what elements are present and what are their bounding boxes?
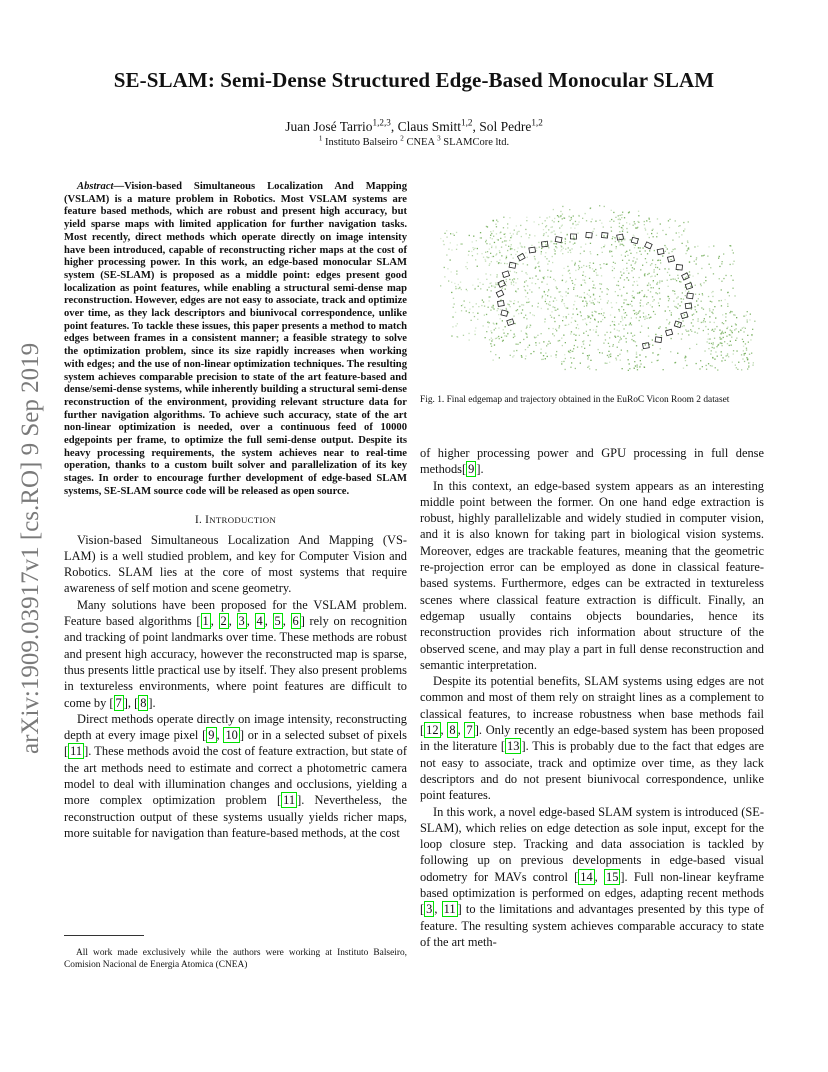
paragraph-text: of higher processing power and GPU processing in full dense methods[ [420, 446, 764, 477]
paragraph-text: Despite its potential benefits, SLAM systems using edges are not common and most of them rely on straight lines as a complement to classical features, to increase robustness when base methods fail [ [420, 674, 764, 738]
affiliation-marker: 1 [318, 134, 323, 143]
paragraph-text: ]. These methods avoid the cost of feature extraction, but state of the art methods need to estimate and correct a photometric camera model to deal with illumination changes and occlusions, yielding a more complex optimization problem [ [64, 744, 407, 808]
footnote: All work made exclusively while the authors were working at Instituto Balseiro, Comision Nacional de Energia Atomica (CNEA) [64, 948, 407, 970]
body-paragraph [64, 597, 407, 711]
citation-link[interactable]: 11 [443, 902, 456, 917]
paragraph-text: , [434, 902, 442, 917]
body-paragraph [420, 445, 764, 478]
author-affiliation-marker: 1,2 [460, 117, 473, 128]
arxiv-identifier: arXiv:1909.03917v1 [cs.RO] 9 Sep 2019 [17, 342, 44, 754]
citation-link[interactable]: 1 [202, 614, 209, 629]
paragraph-text: ]. [148, 695, 156, 710]
footnote-rule [64, 935, 144, 936]
citation-link[interactable]: 4 [256, 614, 263, 629]
author-affiliation-marker: 1,2,3 [372, 117, 391, 128]
arxiv-sidebar [6, 292, 48, 762]
affiliation-name: CNEA [403, 137, 438, 148]
paragraph-text: ]. [476, 462, 484, 477]
citation-link[interactable]: 5 [274, 614, 281, 629]
author-list: Juan José Tarrio$^{1,2,3}$, Claus Smitt$^{1,2}$, Sol Pedre$^{1,2}$ [285, 117, 543, 134]
affiliation-marker: 2 [400, 134, 404, 143]
citation-link[interactable]: 8 [449, 723, 456, 738]
citation-link[interactable]: 14 [580, 869, 593, 884]
citation-link[interactable]: 3 [238, 614, 245, 629]
paragraph-text: Direct methods operate directly on image intensity, reconstructing depth at every image pixel [ [64, 711, 407, 743]
paragraph-text: ]. This is probably due to the fact that edges are not easy to associate, track and optimize over time, as they lack descriptors and do not present biunivocal correspondence, unlike point features. [420, 739, 764, 803]
paragraph-text: ]. Full non-linear keyframe based optimization is performed on edges, adapting recent methods [ [420, 869, 765, 917]
citation-link[interactable]: 7 [466, 723, 473, 738]
author-affiliation-marker: 1,2 [531, 117, 543, 128]
citation-link[interactable]: 12 [426, 723, 439, 738]
abstract-label: Abstract [77, 181, 114, 192]
affiliation-name: Instituto Balseiro [322, 137, 401, 148]
author-name: Sol Pedre [479, 119, 532, 134]
paragraph-text: Vision-based Simultaneous Localization And Mapping (VS-LAM) is a well studied problem, and key for Computer Vision and Robotics. SLAM lies at the core of most systems that require awareness of self motion and scene geometry. [64, 532, 407, 596]
figure-caption-text: Final edgemap and trajectory obtained in the EuRoC Vicon Room 2 dataset [444, 395, 730, 405]
paragraph-text: , [457, 723, 465, 738]
citation-link[interactable]: 9 [468, 462, 475, 477]
paragraph-text: , [440, 723, 448, 738]
paragraph-text: Many solutions have been proposed for the VSLAM problem. Feature based algorithms [ [64, 597, 407, 629]
author-name: Juan José Tarrio [285, 119, 373, 134]
paragraph-text: ]. Only recently an edge-based system has been proposed in the literature [ [420, 723, 764, 754]
citation-link[interactable]: 10 [225, 728, 238, 743]
citation-link[interactable]: 15 [606, 869, 619, 884]
abstract [64, 181, 407, 499]
body-paragraph [420, 804, 764, 951]
figure-caption-label: Fig. 1. [420, 395, 445, 405]
figure-1 [420, 190, 764, 386]
right-column [420, 190, 764, 950]
citation-link[interactable]: 8 [140, 695, 147, 710]
edgemap-plot [420, 190, 764, 386]
citation-link[interactable]: 7 [115, 695, 122, 710]
paragraph-text: , [282, 614, 291, 629]
section-heading-introduction: I. INTRODUCTION [194, 513, 277, 526]
paragraph-text: ]. Nevertheless, the reconstruction output of these systems usually yields richer maps, more suitable for navigation than feature-based methods, at the cost [64, 793, 407, 840]
paragraph-text: ] rely on recognition and tracking of point landmarks over time. These methods are robust and present high accuracy, however the reconstructed map is sparse, thus presents little practical use by itself. They also present problems in textureless environments, where point features are difficult to come by [ [64, 614, 408, 710]
abstract-text: —Vision-based Simultaneous Localization And Mapping (VSLAM) is a mature problem in Robotics. Most VSLAM systems are feature based methods, which are robust and present high accuracy, but yield sparse maps with limited application for further navigation tasks. Most recently, direct methods which operate directly on image intensity have been introduced, capable of reconstructing richer maps at the cost of higher processing power. In this work, an edge-based monocular SLAM system (SE-SLAM) is proposed as a middle point: edges present good localization as point features, while enabling a structural semi-dense map reconstruction. However, edges are not easy to associate, track and optimize over time, as they lack descriptors and biunivocal correspondence, unlike point features. To tackle these issues, this paper presents a method to match edges between frames in a consistent manner; a feasible strategy to solve the optimization problem, since its size rapidly increases when working with edges; and the use of non-linear optimization techniques. The resulting system achieves comparable precision to state of the art feature-based and dense/semi-dense systems, while inherently building a structural semi-dense reconstruction of the environment, providing relevant structure data for further navigation algorithms. To achieve such accuracy, state of the art non-linear optimization is needed, over a continuous feed of 10000 edgepoints per frame, to optimize the full semi-dense output. Despite its heavy processing requirements, the system achieves near to real-time operation, thanks to a custom built solver and parallelization of its key stages. In order to encourage further development of edge-based SLAM systems, SE-SLAM source code will be released as open source. [64, 181, 407, 497]
intro-right-paragraphs [420, 445, 764, 950]
body-paragraph [420, 478, 764, 674]
paper-title: SE-SLAM: Semi-Dense Structured Edge-Based Monocular SLAM [113, 68, 715, 92]
citation-link[interactable]: 2 [220, 614, 227, 629]
citation-link[interactable]: 11 [283, 793, 296, 808]
citation-link[interactable]: 11 [70, 744, 83, 759]
citation-link[interactable]: 6 [292, 614, 299, 629]
paragraph-text: , [246, 614, 255, 629]
body-paragraph [64, 532, 407, 597]
citation-link[interactable]: 13 [507, 739, 520, 754]
paragraph-text: , [228, 614, 237, 629]
citation-link[interactable]: 3 [426, 902, 433, 917]
paragraph-text: ], [ [123, 695, 139, 710]
affiliation-list [0, 134, 828, 148]
figure-caption [420, 394, 764, 406]
body-paragraph [420, 673, 764, 803]
paragraph-text: In this work, a novel edge-based SLAM system is introduced (SE-SLAM), which relies on edge detection as sole input, except for the loop closure step. Tracking and data association is tackled by following up on previous developments in edge-based visual odometry for MAVs control [ [420, 804, 764, 884]
paragraph-text: ] or in a selected subset of pixels [ [64, 728, 407, 759]
edge-point-cloud [440, 205, 756, 371]
affiliation-marker: 3 [437, 134, 441, 143]
left-column [64, 181, 407, 841]
paragraph-text: , [210, 614, 219, 629]
author-name: Claus Smitt [397, 119, 461, 134]
paragraph-text: , [594, 869, 604, 884]
paragraph-text: In this context, an edge-based system appears as an interesting middle point between the former. On one hand edge extraction is robust, highly parallelizable and widely studied in computer vision, and it is also known for taking part in biological vision systems. Moreover, edges are trackable features, meaning that the geometric re-projection error can be employed as done in classical feature-based systems. Furthermore, edges can be extracted in textureless scenes where classical feature extraction is difficult. Finally, an edgemap usually contains objects boundaries, hence its reconstruction provides rich information about structure of the observed scene, and may play a part in full dense reconstruction and semantic interpretation. [420, 478, 764, 672]
paragraph-text: , [216, 728, 224, 743]
paragraph-text: ] to the limitations and advantages presented by this type of feature. The resulting system achieves comparable accuracy to state of the art meth- [420, 902, 764, 949]
citation-link[interactable]: 9 [208, 728, 215, 743]
paragraph-text: , [264, 614, 273, 629]
intro-left-paragraphs [64, 532, 407, 842]
affiliation-name: SLAMCore ltd. [440, 137, 510, 148]
body-paragraph [64, 711, 407, 841]
